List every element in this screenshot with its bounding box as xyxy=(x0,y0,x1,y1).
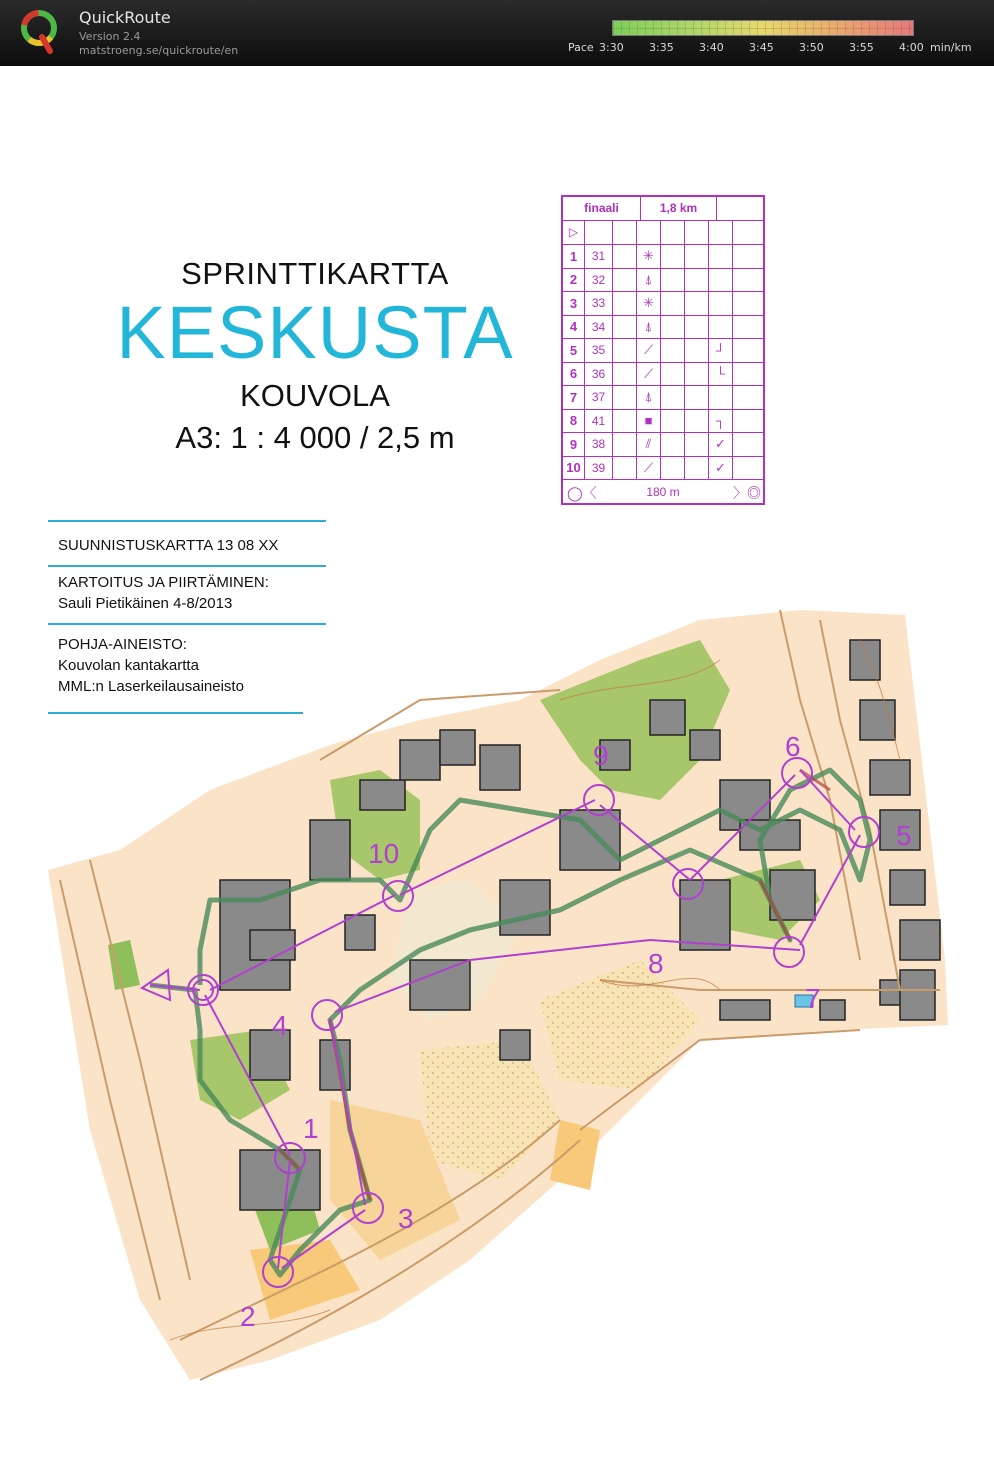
cd-control-number: 8 xyxy=(563,410,585,433)
cd-control-number: 10 xyxy=(563,457,585,480)
cd-control-row xyxy=(563,292,763,316)
cd-control-row xyxy=(563,245,763,269)
app-name: QuickRoute xyxy=(79,8,171,27)
control-label-3: 3 xyxy=(398,1203,414,1234)
cd-control-code: 33 xyxy=(585,292,613,315)
map-subtitle: SPRINTTIKARTTA xyxy=(181,256,449,291)
control-label-7: 7 xyxy=(805,983,821,1014)
cd-cell-e xyxy=(661,245,685,268)
cd-cell-c xyxy=(613,457,637,480)
control-label-10: 10 xyxy=(368,838,400,869)
cd-feature-symbol: ✳ xyxy=(637,292,661,315)
cd-cell-e xyxy=(661,339,685,362)
cd-cell-c xyxy=(613,386,637,409)
cd-cell-h xyxy=(733,269,763,292)
cd-control-number: 2 xyxy=(563,269,585,292)
pace-tick: 3:50 xyxy=(799,41,824,54)
cd-cell-f xyxy=(685,386,709,409)
cd-control-number: 9 xyxy=(563,433,585,456)
cd-location-symbol: ✓ xyxy=(709,433,733,456)
cd-control-number: 3 xyxy=(563,292,585,315)
pace-tick: 3:30 xyxy=(599,41,624,54)
cd-cell-c xyxy=(613,363,637,386)
cd-length: 1,8 km xyxy=(641,197,717,220)
cd-control-number: 5 xyxy=(563,339,585,362)
cd-cell-f xyxy=(685,269,709,292)
app-version: Version 2.4 xyxy=(79,30,141,43)
cd-location-symbol xyxy=(709,269,733,292)
cd-start-icon: ▷ xyxy=(563,221,585,244)
map-info-date: SUUNNISTUSKARTTA 13 08 XX xyxy=(58,537,279,554)
map-location: KOUVOLA xyxy=(240,378,390,413)
cd-cell-h xyxy=(733,245,763,268)
control-label-8: 8 xyxy=(648,948,664,979)
cd-control-number: 7 xyxy=(563,386,585,409)
cd-class-name: finaali xyxy=(563,197,641,220)
cd-cell-c xyxy=(613,316,637,339)
cd-feature-symbol: ⫽ xyxy=(637,433,661,456)
finish-end-icon: 〉◎ xyxy=(733,485,761,501)
cd-cell-h xyxy=(733,339,763,362)
map-title: KESKUSTA xyxy=(116,291,514,374)
pace-prefix: Pace xyxy=(568,41,594,54)
cd-control-code: 41 xyxy=(585,410,613,433)
pace-tick: 3:40 xyxy=(699,41,724,54)
cd-cell-f xyxy=(685,410,709,433)
cd-finish-row xyxy=(563,480,763,504)
cd-location-symbol: └ xyxy=(709,363,733,386)
cd-feature-symbol: ⟋ xyxy=(637,339,661,362)
cd-cell-h xyxy=(733,457,763,480)
cd-cell-f xyxy=(685,363,709,386)
control-label-2: 2 xyxy=(240,1301,256,1332)
cd-cell-c xyxy=(613,410,637,433)
control-label-6: 6 xyxy=(785,731,801,762)
control-label-4: 4 xyxy=(272,1010,288,1041)
cd-control-code: 32 xyxy=(585,269,613,292)
cd-control-row xyxy=(563,269,763,293)
cd-location-symbol: ┘ xyxy=(709,339,733,362)
cd-control-code: 35 xyxy=(585,339,613,362)
cd-cell-e xyxy=(661,292,685,315)
cd-cell-e xyxy=(661,410,685,433)
cd-cell-c xyxy=(613,433,637,456)
cd-control-code: 36 xyxy=(585,363,613,386)
info-divider xyxy=(48,712,303,714)
cd-control-row xyxy=(563,410,763,434)
cd-cell-e xyxy=(661,363,685,386)
cd-location-symbol xyxy=(709,292,733,315)
cd-feature-symbol: ⟋ xyxy=(637,457,661,480)
cd-cell-h xyxy=(733,410,763,433)
control-description-sheet xyxy=(561,195,765,505)
cd-cell-f xyxy=(685,457,709,480)
cd-control-code: 31 xyxy=(585,245,613,268)
info-divider xyxy=(48,565,326,567)
cd-cell-h xyxy=(733,386,763,409)
info-divider xyxy=(48,520,326,522)
cd-feature-symbol: ⍋ xyxy=(637,316,661,339)
cd-cell-h xyxy=(733,433,763,456)
cd-cell-e xyxy=(661,386,685,409)
pace-tick: 3:55 xyxy=(849,41,874,54)
cd-control-row xyxy=(563,316,763,340)
cd-location-symbol: ┐ xyxy=(709,410,733,433)
cd-cell-c xyxy=(613,339,637,362)
cd-cell-h xyxy=(733,316,763,339)
cd-cell-c xyxy=(613,245,637,268)
info-divider xyxy=(48,623,326,625)
app-url[interactable]: matstroeng.se/quickroute/en xyxy=(79,44,239,57)
cd-cell-f xyxy=(685,316,709,339)
pace-tick: 3:35 xyxy=(649,41,674,54)
map-info-base-label: POHJA-AINEISTO: xyxy=(58,636,187,653)
map-info-base-2: MML:n Laserkeilausaineisto xyxy=(58,678,244,695)
cd-cell-e xyxy=(661,269,685,292)
cd-cell-c xyxy=(613,269,637,292)
cd-cell-f xyxy=(685,245,709,268)
cd-location-symbol xyxy=(709,316,733,339)
finish-start-icon: ◯〈 xyxy=(567,485,597,501)
cd-cell-e xyxy=(661,433,685,456)
cd-control-row xyxy=(563,386,763,410)
cd-header-row xyxy=(563,197,763,221)
cd-control-row xyxy=(563,339,763,363)
pace-tick: 4:00 xyxy=(899,41,924,54)
cd-cell-c xyxy=(613,292,637,315)
cd-location-symbol xyxy=(709,245,733,268)
cd-cell-f xyxy=(685,433,709,456)
cd-control-number: 6 xyxy=(563,363,585,386)
control-label-9: 9 xyxy=(593,740,609,771)
cd-cell-f xyxy=(685,292,709,315)
cd-control-number: 4 xyxy=(563,316,585,339)
map-scale: A3: 1 : 4 000 / 2,5 m xyxy=(175,420,455,455)
cd-feature-symbol: ⍋ xyxy=(637,269,661,292)
cd-control-code: 34 xyxy=(585,316,613,339)
cd-control-row xyxy=(563,457,763,481)
cd-feature-symbol: ■ xyxy=(637,410,661,433)
cd-cell-h xyxy=(733,292,763,315)
cd-cell-f xyxy=(685,339,709,362)
cd-control-row xyxy=(563,363,763,387)
cd-cell-e xyxy=(661,316,685,339)
cd-finish-distance: 180 m xyxy=(646,485,680,499)
control-label-5: 5 xyxy=(896,820,912,851)
cd-control-code: 39 xyxy=(585,457,613,480)
map-info-mapper: Sauli Pietikäinen 4-8/2013 xyxy=(58,595,233,612)
cd-feature-symbol: ✳ xyxy=(637,245,661,268)
map-info-mapping-label: KARTOITUS JA PIIRTÄMINEN: xyxy=(58,574,269,591)
control-label-1: 1 xyxy=(303,1113,319,1144)
cd-cell-e xyxy=(661,457,685,480)
cd-location-symbol: ✓ xyxy=(709,457,733,480)
cd-control-code: 37 xyxy=(585,386,613,409)
map-info-base-1: Kouvolan kantakartta xyxy=(58,657,199,674)
cd-control-row xyxy=(563,433,763,457)
cd-control-code: 38 xyxy=(585,433,613,456)
pace-tick: 3:45 xyxy=(749,41,774,54)
pace-unit: min/km xyxy=(930,41,972,54)
cd-start-row xyxy=(563,221,763,245)
cd-feature-symbol: ⍋ xyxy=(637,386,661,409)
cd-control-number: 1 xyxy=(563,245,585,268)
cd-cell-h xyxy=(733,363,763,386)
cd-feature-symbol: ⟋ xyxy=(637,363,661,386)
cd-location-symbol xyxy=(709,386,733,409)
